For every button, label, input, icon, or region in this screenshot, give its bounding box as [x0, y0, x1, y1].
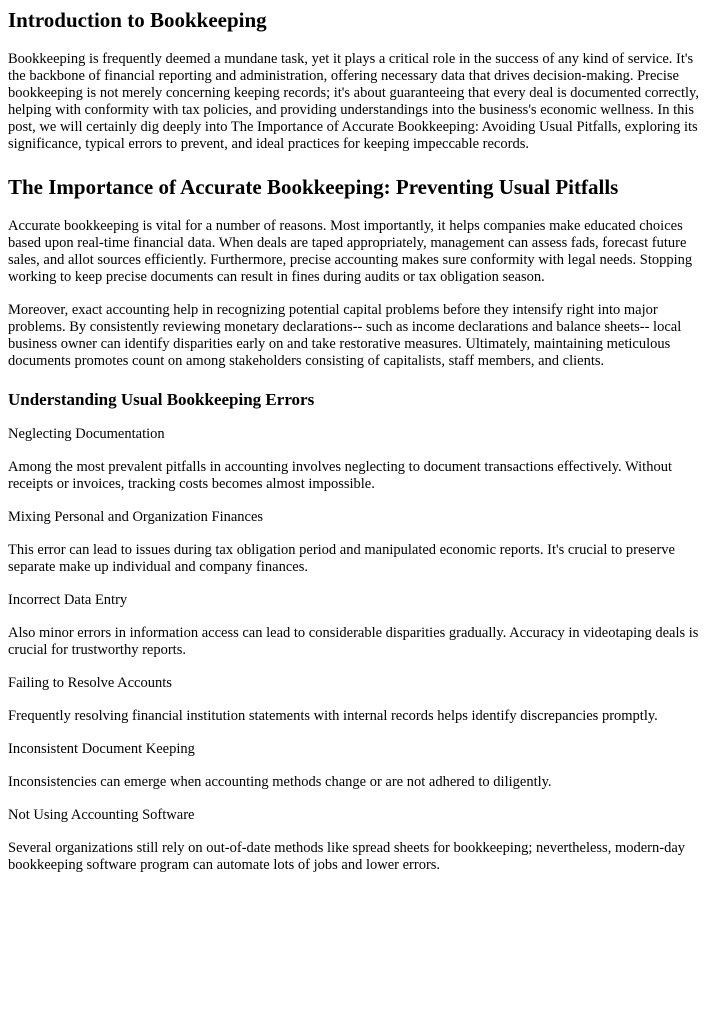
error-title: Mixing Personal and Organization Finances: [8, 509, 264, 525]
error-title: Incorrect Data Entry: [8, 592, 128, 608]
error-text: Inconsistencies can emerge when accounting methods change or are not adhered to diligently.: [8, 774, 552, 790]
heading-importance: The Importance of Accurate Bookkeeping: Preventing Usual Pitfalls: [8, 175, 619, 199]
error-text: This error can lead to issues during tax obligation period and manipulated economic reports. It's crucial to preserve separate make up individual and company finances.: [8, 542, 675, 575]
error-text: Several organizations still rely on out-of-date methods like spread sheets for bookkeeping; nevertheless, modern-day bookkeeping software program can automate lots of jobs and lower errors.: [8, 840, 686, 873]
heading-introduction: Introduction to Bookkeeping: [8, 8, 267, 32]
error-title: Inconsistent Document Keeping: [8, 741, 195, 757]
error-text: Also minor errors in information access can lead to considerable disparities gradually. Accuracy in videotaping deals is crucial for trustworthy reports.: [8, 625, 699, 658]
article: [0, 8, 720, 874]
error-title: Not Using Accounting Software: [8, 807, 195, 823]
importance-paragraph-2: Moreover, exact accounting help in recognizing potential capital problems before they intensify right into major problems. By consistently reviewing monetary declarations-- such as income declarations and balance sheets-- local business owner can identify disparities early on and take restorative measures. Ultimately, maintaining meticulous documents promotes count on among stakeholders consisting of capitalists, staff members, and clients.: [8, 302, 682, 369]
error-title: Failing to Resolve Accounts: [8, 675, 172, 691]
intro-paragraph: Bookkeeping is frequently deemed a mundane task, yet it plays a critical role in the success of any kind of service. It's the backbone of financial reporting and administration, offering necessary data that drives decision-making. Precise bookkeeping is not merely concerning keeping records; it's about guaranteeing that every deal is documented correctly, helping with conformity with tax policies, and providing understandings into the business's economic wellness. In this post, we will certainly dig deeply into The Importance of Accurate Bookkeeping: Avoiding Usual Pitfalls, exploring its significance, typical errors to prevent, and ideal practices for keeping impeccable records.: [8, 51, 699, 152]
importance-paragraph-1: Accurate bookkeeping is vital for a number of reasons. Most importantly, it helps companies make educated choices based upon real-time financial data. When deals are taped appropriately, management can assess fads, forecast future sales, and allot sources efficiently. Furthermore, precise accounting makes sure conformity with legal needs. Stopping working to keep precise documents can result in fines during audits or tax obligation season.: [8, 218, 693, 285]
heading-common-errors: Understanding Usual Bookkeeping Errors: [8, 390, 315, 409]
error-text: Frequently resolving financial institution statements with internal records helps identify discrepancies promptly.: [8, 708, 658, 724]
error-text: Among the most prevalent pitfalls in accounting involves neglecting to document transactions effectively. Without receipts or invoices, tracking costs becomes almost impossible.: [8, 459, 672, 492]
error-title: Neglecting Documentation: [8, 426, 165, 442]
